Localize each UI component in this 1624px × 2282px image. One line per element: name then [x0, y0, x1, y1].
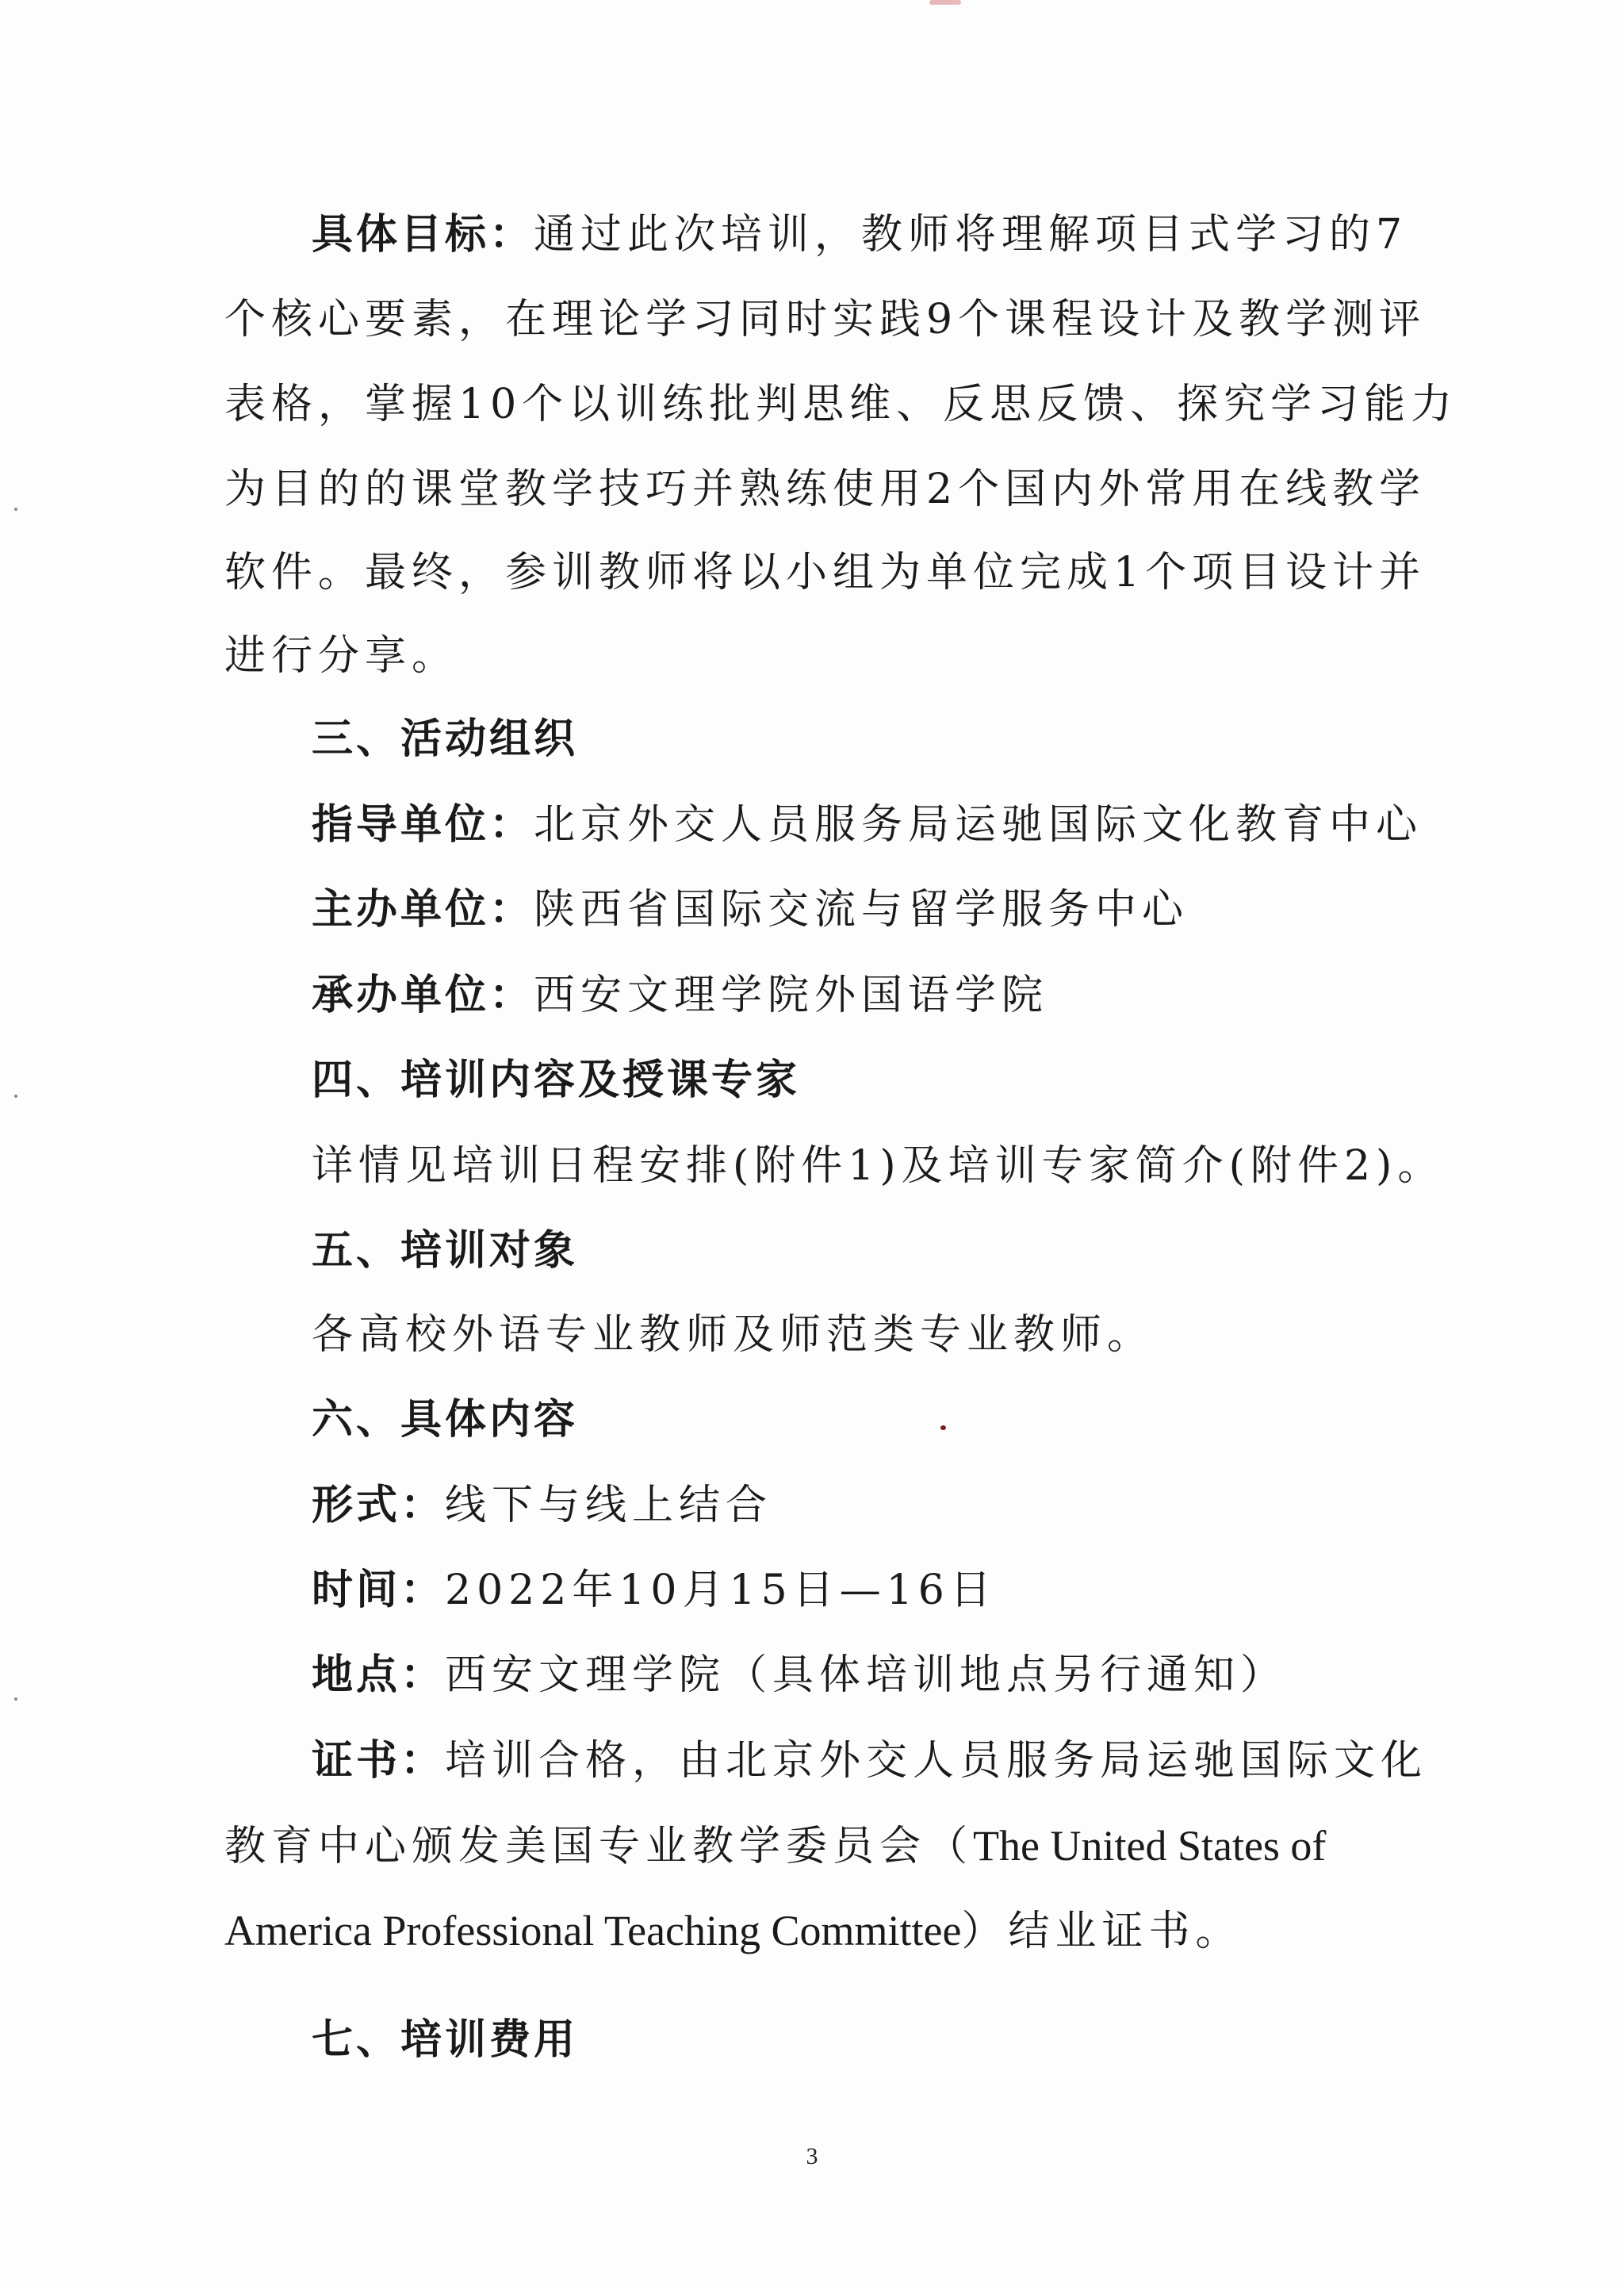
- section5-heading: 五、培训对象: [312, 1227, 579, 1275]
- time-value: 2022年10月15日—16日: [445, 1567, 997, 1614]
- goal-line-2: 个核心要素，在理论学习同时实践9个课程设计及教学测评: [224, 296, 1427, 343]
- cert-label: 证书：: [312, 1737, 446, 1785]
- cert-text-2-cn: 教育中心颁发美国专业教学委员会（: [224, 1823, 974, 1870]
- goal-line-3: 表格，掌握10个以训练批判思维、反思反馈、探究学习能力: [224, 381, 1458, 428]
- guide-label: 指导单位：: [312, 801, 534, 849]
- host-label: 主办单位：: [312, 886, 534, 934]
- time-label: 时间：: [312, 1567, 446, 1614]
- form-value: 线下与线上结合: [445, 1482, 773, 1529]
- scan-mark: [929, 0, 961, 5]
- cert-text-3-en: America Professional Teaching Committee: [224, 1907, 962, 1954]
- scan-speck: [14, 508, 17, 511]
- cert-text-1: 培训合格，由北京外交人员服务局运驰国际文化: [445, 1737, 1428, 1785]
- form-label: 形式：: [312, 1482, 446, 1529]
- section4-text: 详情见培训日程安排(附件1)及培训专家简介(附件2)。: [312, 1142, 1445, 1190]
- section6-heading: 六、具体内容: [312, 1396, 579, 1444]
- organizer-unit: [312, 972, 1048, 1019]
- goal-line-4: 为目的的课堂教学技巧并熟练使用2个国内外常用在线教学: [224, 466, 1427, 513]
- host-value: 陕西省国际交流与留学服务中心: [534, 886, 1189, 934]
- organizer-value: 西安文理学院外国语学院: [534, 972, 1049, 1019]
- section7-heading: 七、培训费用: [312, 2016, 579, 2064]
- goal-line-1: [312, 211, 1408, 259]
- place-value: 西安文理学院（具体培训地点另行通知）: [445, 1651, 1288, 1699]
- host-unit: [312, 886, 1189, 934]
- guide-value: 北京外交人员服务局运驰国际文化教育中心: [534, 801, 1423, 849]
- scan-speck: [14, 1697, 17, 1701]
- goal-text-1: 通过此次培训，教师将理解项目式学习的7: [534, 211, 1408, 259]
- time-row: [312, 1567, 997, 1614]
- page-number: 3: [806, 2143, 818, 2169]
- cert-text-3-cn: ）结业证书。: [961, 1908, 1243, 1955]
- section3-heading: 三、活动组织: [312, 715, 579, 763]
- section5-text: 各高校外语专业教师及师范类专业教师。: [312, 1311, 1155, 1359]
- goal-line-6: 进行分享。: [224, 632, 459, 680]
- scan-speck: [940, 1425, 946, 1430]
- cert-text-2-en: The United States of: [973, 1822, 1327, 1870]
- cert-row-2: [224, 1822, 1326, 1870]
- form-row: [312, 1482, 772, 1529]
- place-label: 地点：: [312, 1651, 446, 1699]
- cert-row-3: [224, 1907, 1243, 1955]
- organizer-label: 承办单位：: [312, 972, 534, 1019]
- guide-unit: [312, 801, 1423, 849]
- place-row: [312, 1651, 1287, 1699]
- section4-heading: 四、培训内容及授课专家: [312, 1057, 801, 1104]
- goal-label: 具体目标：: [312, 211, 534, 259]
- cert-row-1: [312, 1737, 1427, 1785]
- scan-speck: [14, 1095, 17, 1098]
- goal-line-5: 软件。最终，参训教师将以小组为单位完成1个项目设计并: [224, 549, 1427, 596]
